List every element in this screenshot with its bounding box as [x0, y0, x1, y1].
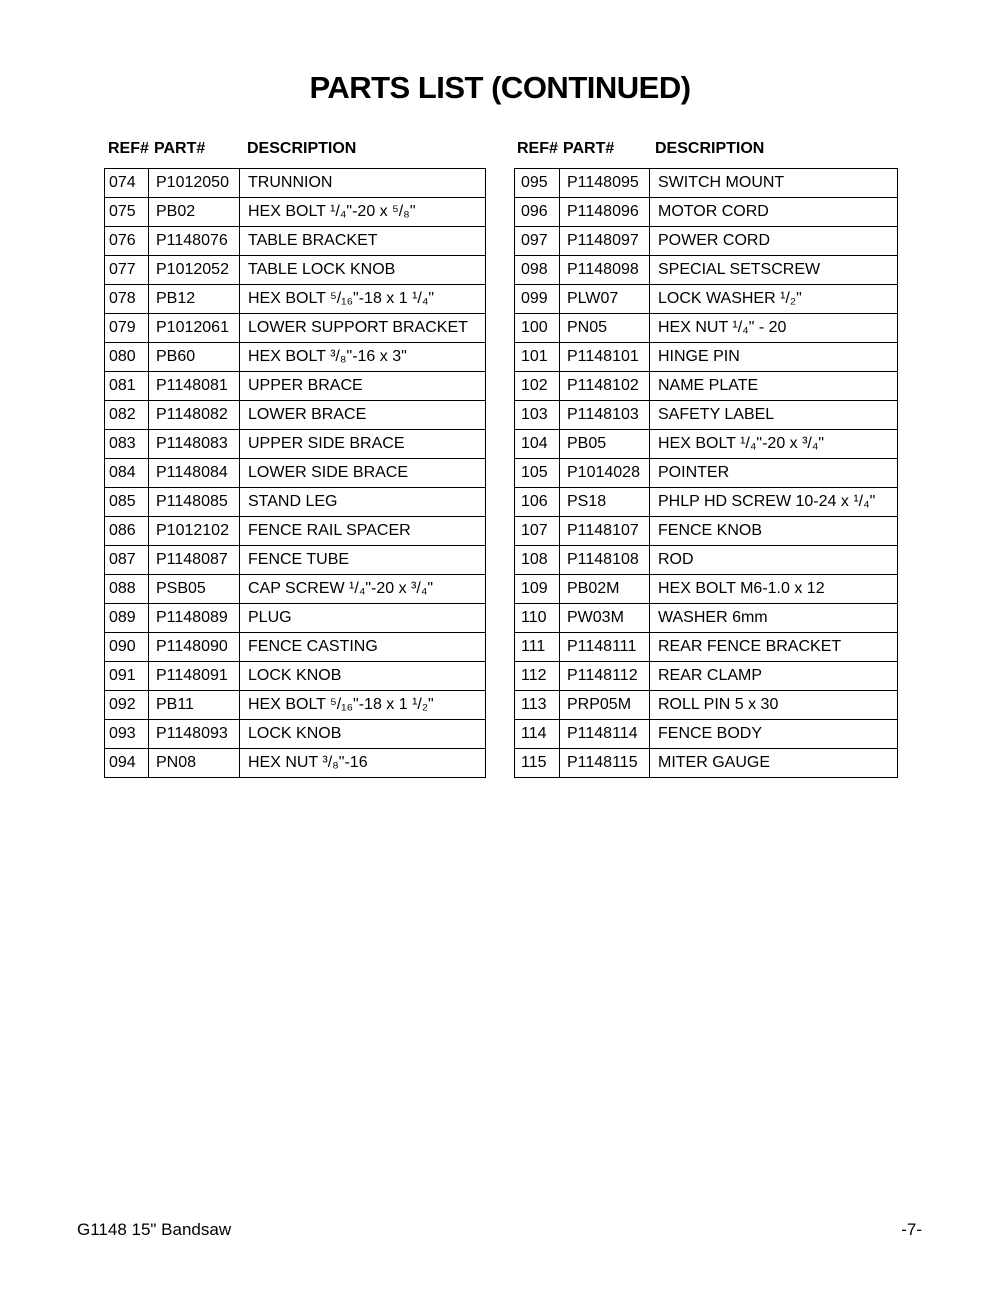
ref-cell: 095	[515, 169, 560, 198]
ref-cell: 103	[515, 401, 560, 430]
part-number-cell: PN08	[149, 749, 240, 778]
table-row	[105, 662, 486, 691]
ref-cell: 098	[515, 256, 560, 285]
table-row	[105, 401, 486, 430]
description-cell: ROD	[650, 546, 898, 575]
part-number-cell: P1148085	[149, 488, 240, 517]
page-title: PARTS LIST (CONTINUED)	[309, 70, 691, 105]
ref-cell: 086	[105, 517, 149, 546]
table-row	[515, 691, 898, 720]
part-number-cell: PB11	[149, 691, 240, 720]
description-cell: REAR CLAMP	[650, 662, 898, 691]
part-number-cell: P1148114	[560, 720, 650, 749]
ref-cell: 075	[105, 198, 149, 227]
part-number-cell: PB02M	[560, 575, 650, 604]
table-row	[105, 227, 486, 256]
part-number-cell: P1014028	[560, 459, 650, 488]
description-cell: LOWER SUPPORT BRACKET	[240, 314, 486, 343]
header-ref: REF#	[108, 140, 149, 157]
table-row	[105, 256, 486, 285]
part-number-cell: P1148082	[149, 401, 240, 430]
header-description: DESCRIPTION	[247, 140, 357, 157]
part-number-cell: P1148112	[560, 662, 650, 691]
description-cell: HEX BOLT ¹/₄"-20 x ⁵/₈"	[240, 198, 486, 227]
description-cell: NAME PLATE	[650, 372, 898, 401]
table-row	[515, 459, 898, 488]
ref-cell: 085	[105, 488, 149, 517]
header-part: PART#	[154, 140, 206, 157]
ref-cell: 081	[105, 372, 149, 401]
table-row	[105, 546, 486, 575]
part-number-cell: P1148083	[149, 430, 240, 459]
table-row	[105, 285, 486, 314]
ref-cell: 099	[515, 285, 560, 314]
part-number-cell: P1012102	[149, 517, 240, 546]
description-cell: LOWER SIDE BRACE	[240, 459, 486, 488]
table-row	[515, 314, 898, 343]
table-row	[515, 720, 898, 749]
description-cell: UPPER SIDE BRACE	[240, 430, 486, 459]
ref-cell: 109	[515, 575, 560, 604]
description-cell: PHLP HD SCREW 10-24 x ¹/₄"	[650, 488, 898, 517]
ref-cell: 082	[105, 401, 149, 430]
table-row	[515, 372, 898, 401]
description-cell: HINGE PIN	[650, 343, 898, 372]
ref-cell: 077	[105, 256, 149, 285]
ref-cell: 089	[105, 604, 149, 633]
description-cell: FENCE KNOB	[650, 517, 898, 546]
ref-cell: 107	[515, 517, 560, 546]
part-number-cell: PW03M	[560, 604, 650, 633]
part-number-cell: P1148097	[560, 227, 650, 256]
description-cell: HEX NUT ³/₈"-16	[240, 749, 486, 778]
ref-cell: 104	[515, 430, 560, 459]
ref-cell: 076	[105, 227, 149, 256]
part-number-cell: P1148091	[149, 662, 240, 691]
description-cell: HEX BOLT ¹/₄"-20 x ³/₄"	[650, 430, 898, 459]
table-row	[105, 720, 486, 749]
table-row	[105, 691, 486, 720]
description-cell: FENCE RAIL SPACER	[240, 517, 486, 546]
description-cell: LOWER BRACE	[240, 401, 486, 430]
table-row	[515, 227, 898, 256]
ref-cell: 078	[105, 285, 149, 314]
table-row	[515, 633, 898, 662]
table-row	[105, 343, 486, 372]
ref-cell: 080	[105, 343, 149, 372]
table-row	[105, 633, 486, 662]
table-row	[105, 198, 486, 227]
ref-cell: 079	[105, 314, 149, 343]
description-cell: SAFETY LABEL	[650, 401, 898, 430]
header-description: DESCRIPTION	[655, 140, 765, 157]
part-number-cell: P1148103	[560, 401, 650, 430]
ref-cell: 114	[515, 720, 560, 749]
table-row	[515, 488, 898, 517]
description-cell: ROLL PIN 5 x 30	[650, 691, 898, 720]
ref-cell: 106	[515, 488, 560, 517]
description-cell: HEX BOLT ⁵/₁₆"-18 x 1 ¹/₂"	[240, 691, 486, 720]
description-cell: HEX NUT ¹/₄" - 20	[650, 314, 898, 343]
description-cell: FENCE CASTING	[240, 633, 486, 662]
description-cell: SWITCH MOUNT	[650, 169, 898, 198]
part-number-cell: P1012061	[149, 314, 240, 343]
table-row	[105, 430, 486, 459]
table-row	[515, 517, 898, 546]
description-cell: TABLE BRACKET	[240, 227, 486, 256]
description-cell: HEX BOLT M6-1.0 x 12	[650, 575, 898, 604]
description-cell: FENCE TUBE	[240, 546, 486, 575]
ref-cell: 087	[105, 546, 149, 575]
part-number-cell: P1148096	[560, 198, 650, 227]
ref-cell: 093	[105, 720, 149, 749]
part-number-cell: P1148095	[560, 169, 650, 198]
part-number-cell: PLW07	[560, 285, 650, 314]
table-row	[515, 343, 898, 372]
ref-cell: 108	[515, 546, 560, 575]
table-row	[105, 749, 486, 778]
table-row	[105, 459, 486, 488]
part-number-cell: PB02	[149, 198, 240, 227]
footer-page-number: -7-	[901, 1220, 922, 1239]
description-cell: WASHER 6mm	[650, 604, 898, 633]
ref-cell: 097	[515, 227, 560, 256]
ref-cell: 096	[515, 198, 560, 227]
part-number-cell: P1148084	[149, 459, 240, 488]
part-number-cell: PB60	[149, 343, 240, 372]
footer-model: G1148 15" Bandsaw	[77, 1220, 232, 1239]
ref-cell: 091	[105, 662, 149, 691]
part-number-cell: P1148107	[560, 517, 650, 546]
ref-cell: 100	[515, 314, 560, 343]
part-number-cell: P1148101	[560, 343, 650, 372]
description-cell: PLUG	[240, 604, 486, 633]
description-cell: HEX BOLT ⁵/₁₆"-18 x 1 ¹/₄"	[240, 285, 486, 314]
table-row	[515, 285, 898, 314]
description-cell: SPECIAL SETSCREW	[650, 256, 898, 285]
ref-cell: 083	[105, 430, 149, 459]
description-cell: STAND LEG	[240, 488, 486, 517]
part-number-cell: PB12	[149, 285, 240, 314]
header-ref: REF#	[517, 140, 558, 157]
table-row	[515, 662, 898, 691]
ref-cell: 090	[105, 633, 149, 662]
table-body	[515, 169, 898, 778]
part-number-cell: P1148108	[560, 546, 650, 575]
table-row	[105, 604, 486, 633]
ref-cell: 094	[105, 749, 149, 778]
description-cell: TRUNNION	[240, 169, 486, 198]
part-number-cell: PSB05	[149, 575, 240, 604]
table-row	[515, 575, 898, 604]
description-cell: POINTER	[650, 459, 898, 488]
table-body	[105, 169, 486, 778]
ref-cell: 112	[515, 662, 560, 691]
table-header	[514, 140, 898, 168]
part-number-cell: P1012050	[149, 169, 240, 198]
table-row	[105, 575, 486, 604]
table-row	[515, 430, 898, 459]
table-row	[515, 256, 898, 285]
part-number-cell: P1148090	[149, 633, 240, 662]
table-row	[515, 169, 898, 198]
part-number-cell: P1148093	[149, 720, 240, 749]
part-number-cell: P1148115	[560, 749, 650, 778]
part-number-cell: PS18	[560, 488, 650, 517]
parts-table-right	[514, 140, 898, 778]
ref-cell: 088	[105, 575, 149, 604]
description-cell: REAR FENCE BRACKET	[650, 633, 898, 662]
table-row	[515, 749, 898, 778]
description-cell: HEX BOLT ³/₈"-16 x 3"	[240, 343, 486, 372]
part-number-cell: P1148081	[149, 372, 240, 401]
part-number-cell: P1148102	[560, 372, 650, 401]
part-number-cell: P1148076	[149, 227, 240, 256]
ref-cell: 115	[515, 749, 560, 778]
table-header	[104, 140, 486, 168]
ref-cell: 102	[515, 372, 560, 401]
parts-table-left	[104, 140, 486, 778]
ref-cell: 101	[515, 343, 560, 372]
ref-cell: 110	[515, 604, 560, 633]
table-row	[515, 401, 898, 430]
table-row	[515, 604, 898, 633]
header-part: PART#	[563, 140, 615, 157]
description-cell: UPPER BRACE	[240, 372, 486, 401]
description-cell: FENCE BODY	[650, 720, 898, 749]
description-cell: MITER GAUGE	[650, 749, 898, 778]
part-number-cell: P1148098	[560, 256, 650, 285]
part-number-cell: P1012052	[149, 256, 240, 285]
ref-cell: 111	[515, 633, 560, 662]
ref-cell: 092	[105, 691, 149, 720]
ref-cell: 113	[515, 691, 560, 720]
ref-cell: 105	[515, 459, 560, 488]
description-cell: CAP SCREW ¹/₄"-20 x ³/₄"	[240, 575, 486, 604]
table-row	[105, 169, 486, 198]
part-number-cell: PB05	[560, 430, 650, 459]
description-cell: POWER CORD	[650, 227, 898, 256]
part-number-cell: PN05	[560, 314, 650, 343]
description-cell: LOCK KNOB	[240, 662, 486, 691]
part-number-cell: P1148111	[560, 633, 650, 662]
part-number-cell: P1148089	[149, 604, 240, 633]
table-row	[515, 546, 898, 575]
table-row	[515, 198, 898, 227]
description-cell: LOCK KNOB	[240, 720, 486, 749]
part-number-cell: PRP05M	[560, 691, 650, 720]
table-row	[105, 488, 486, 517]
table-row	[105, 372, 486, 401]
ref-cell: 074	[105, 169, 149, 198]
part-number-cell: P1148087	[149, 546, 240, 575]
description-cell: MOTOR CORD	[650, 198, 898, 227]
table-row	[105, 314, 486, 343]
description-cell: TABLE LOCK KNOB	[240, 256, 486, 285]
table-row	[105, 517, 486, 546]
ref-cell: 084	[105, 459, 149, 488]
description-cell: LOCK WASHER ¹/₂"	[650, 285, 898, 314]
